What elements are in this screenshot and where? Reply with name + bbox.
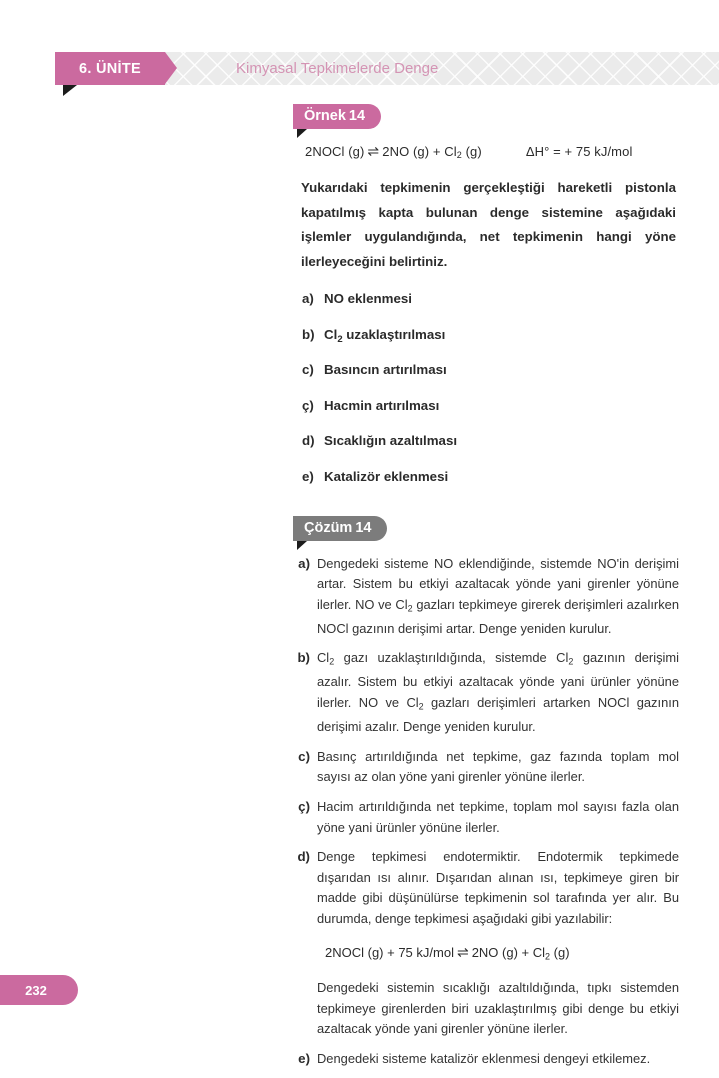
option-text: Basıncın artırılması	[324, 362, 447, 377]
unit-badge-arrow-icon	[165, 52, 177, 84]
option-subscript: 2	[337, 333, 343, 345]
solution-marker: d)	[297, 849, 310, 865]
example-prompt: Yukarıdaki tepkimenin gerçekleştiği hareketli pistonla kapatılmış kapta bulunan denge sistemine aşağıdaki işlemler uygulandığında, net tepkimenin hangi yöne ilerleyeceğini belirtiniz.	[301, 180, 676, 269]
solution-subscript: 2	[329, 656, 335, 667]
list-item	[293, 554, 679, 640]
option-text: Hacmin artırılması	[324, 397, 440, 413]
page-number: 232	[25, 982, 47, 998]
list-item	[302, 323, 679, 352]
unit-badge-tail-icon	[63, 85, 77, 96]
option-marker: b)	[302, 326, 315, 342]
page-header-band	[55, 52, 719, 85]
solution-text: Dengedeki sisteme katalizör eklenmesi dengeyi etkilemez.	[317, 1050, 651, 1066]
unit-badge	[55, 52, 165, 85]
list-item	[302, 394, 679, 423]
content-column	[293, 104, 679, 1078]
solution-marker: b)	[297, 650, 310, 666]
example-badge-number: 14	[348, 108, 366, 124]
option-marker: a)	[302, 291, 314, 306]
inner-equation-left: 2NOCl (g) + 75 kJ/mol	[325, 944, 454, 960]
example-badge	[293, 104, 381, 129]
list-item	[302, 287, 679, 316]
solution-text-intro: Denge tepkimesi endotermiktir. Endotermik tepkimede dışarıdan ısı alınır. Dışarıdan alınan ısı, tepkimeye giren bir madde gibi düşünülürse tepkimenin sol tarafında yer alır. Bu durumda, denge tepkimesi aşağıdaki gibi yazılabilir:	[317, 849, 679, 926]
solution-text-after: Dengedeki sistemin sıcaklığı azaltıldığında, tıpkı sistemden tepkimeye girenlerden biri uzaklaştırılmış gibi denge bu etkiyi azaltacak yönde yani girenler yönüne ilerler.	[317, 980, 679, 1037]
list-item	[293, 847, 679, 1040]
list-item	[302, 429, 679, 458]
solution-subscript: 2	[407, 603, 413, 614]
example-option-list	[302, 287, 679, 494]
option-text: NO eklenmesi	[324, 291, 412, 306]
equilibrium-arrow-icon: ⇌	[367, 143, 380, 159]
solution-text	[317, 847, 679, 1040]
option-marker: ç)	[302, 397, 314, 413]
inner-equation-right-2: (g)	[550, 944, 570, 960]
list-item	[293, 747, 679, 788]
unit-badge-label: 6. ÜNİTE	[78, 60, 142, 77]
solution-badge	[293, 516, 387, 541]
option-marker: c)	[302, 362, 314, 377]
option-text: Sıcaklığın azaltılması	[324, 433, 458, 448]
list-item	[293, 797, 679, 838]
solution-badge-word: Çözüm	[304, 519, 353, 536]
option-text: $Cl_2$ uzaklaştırılması	[324, 326, 446, 345]
solution-marker: c)	[298, 748, 310, 764]
inner-equation-right-1: 2NO (g) + Cl	[471, 944, 546, 960]
option-marker: d)	[302, 433, 315, 448]
page-number-badge	[0, 975, 78, 1005]
solution-subscript: 2	[568, 656, 574, 667]
solution-text: Dengedeki sisteme NO eklendiğinde, sistemde NO'in derişimi artar. Sistem bu etkiyi azaltacak yönde yani girenler yönüne ilerler. NO ve $Cl_2$ gazları tepkimeye girerek derişimleri azalırken NOCl gazının derişimi artar. Denge yeniden kurulur.	[317, 555, 679, 636]
solution-list	[293, 554, 679, 1070]
page-title: Kimyasal Tepkimelerde Denge	[236, 60, 439, 77]
equation-right-subscript: 2	[456, 150, 462, 160]
solution-marker: ç)	[298, 798, 310, 814]
list-item	[293, 1049, 679, 1070]
list-item	[302, 358, 679, 387]
solution-text: Basınç artırıldığında net tepkime, gaz fazında toplam mol sayısı az olan yöne yani girenler yönüne ilerler.	[317, 748, 679, 785]
example-badge-word: Örnek	[304, 108, 346, 124]
option-marker: e)	[302, 468, 314, 484]
equation-enthalpy: ΔH° = + 75 kJ/mol	[525, 144, 633, 159]
example-badge-tail-icon	[297, 129, 307, 138]
equation-right-2: (g)	[461, 144, 482, 159]
equation-right-1: 2NO (g) + Cl	[382, 144, 457, 159]
equation-left: 2NOCl (g)	[305, 144, 365, 159]
solution-equation	[325, 942, 679, 967]
solution-text: $Cl_2$ gazı uzaklaştırıldığında, sistemde $Cl_2$ gazının derişimi azalır. Sistem bu etkiyi azaltacak yönde yani ürünler yönüne ilerler. NO ve $Cl_2$ gazları derişimleri artarken NOCl gazının derişimi azalır. Denge yeniden kurulur.	[317, 650, 679, 735]
example-equation	[305, 143, 679, 160]
inner-equation-subscript: 2	[545, 951, 551, 961]
solution-subscript: 2	[418, 701, 424, 712]
equilibrium-arrow-icon: ⇌	[456, 943, 469, 960]
solution-marker: a)	[298, 555, 310, 571]
solution-text: Hacim artırıldığında net tepkime, toplam mol sayısı fazla olan yöne yani ürünler yönüne ilerler.	[317, 798, 679, 835]
list-item	[293, 648, 679, 737]
option-text: Katalizör eklenmesi	[324, 468, 449, 484]
solution-badge-tail-icon	[297, 541, 307, 550]
list-item	[302, 465, 679, 494]
solution-badge-number: 14	[355, 519, 372, 536]
solution-marker: e)	[298, 1050, 310, 1066]
